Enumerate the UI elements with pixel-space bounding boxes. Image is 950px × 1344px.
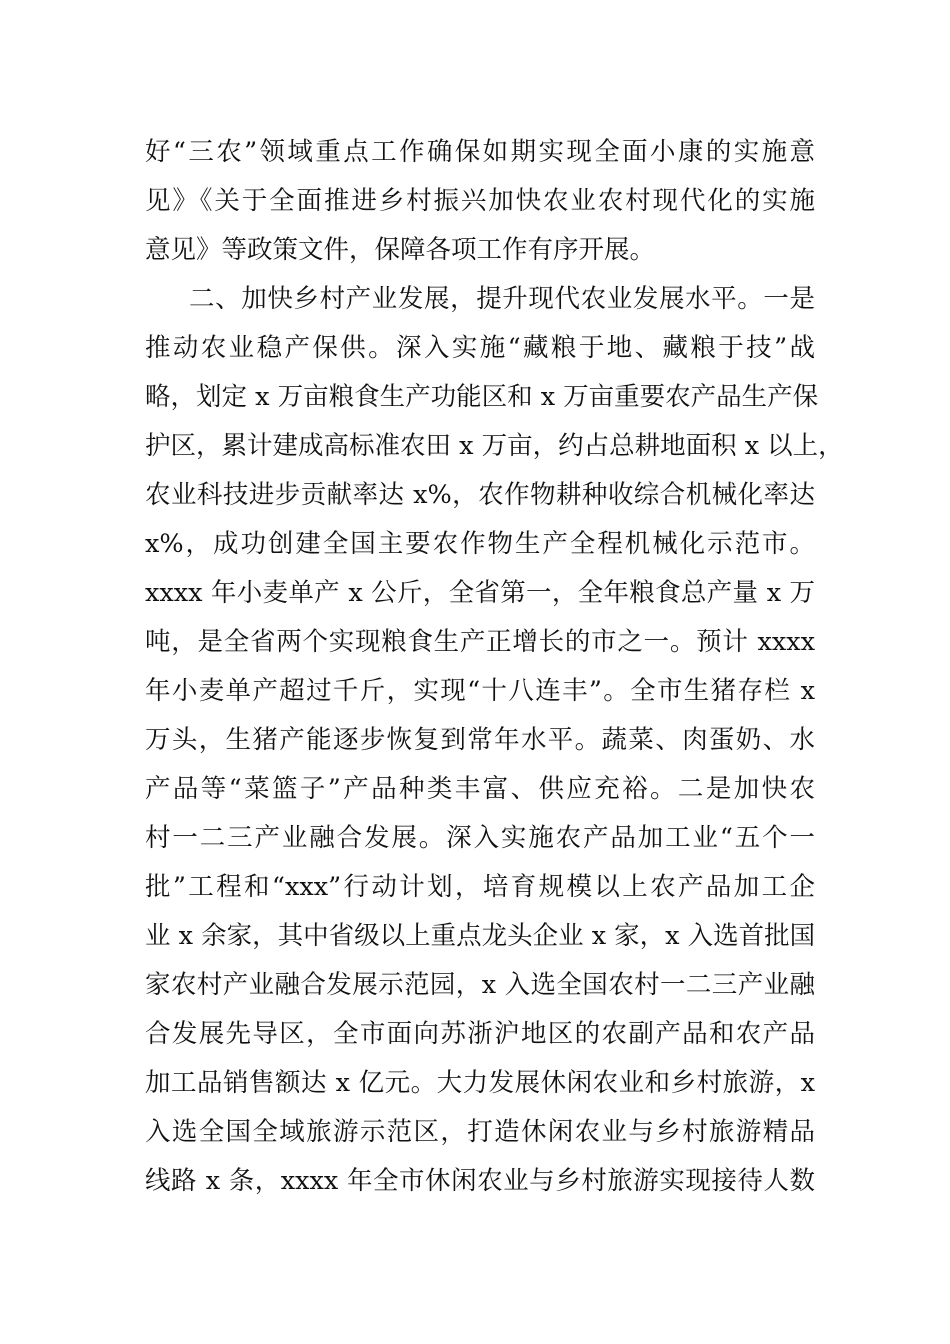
text-line: 好“三农”领域重点工作确保如期实现全面小康的实施意 [145,137,815,167]
text-line: 见》《关于全面推进乡村振兴加快农业农村现代化的实施 [145,186,815,216]
section-heading-line: 二、加快乡村产业发展，提升现代农业发展水平。一是 [189,284,815,314]
text-line: xxxx 年小麦单产 x 公斤，全省第一，全年粮食总产量 x 万 [145,578,815,608]
body-text [145,128,844,1206]
text-line: 推动农业稳产保供。深入实施“藏粮于地、藏粮于技”战 [145,333,815,363]
text-line: 家农村产业融合发展示范园，x 入选全国农村一二三产业融 [145,970,815,1000]
text-line: 线路 x 条，xxxx 年全市休闲农业与乡村旅游实现接待人数 [145,1166,815,1196]
text-line: 业 x 余家，其中省级以上重点龙头企业 x 家，x 入选首批国 [145,921,816,951]
text-line: 意见》等政策文件，保障各项工作有序开展。 [145,235,656,265]
text-line: 加工品销售额达 x 亿元。大力发展休闲农业和乡村旅游，x [145,1068,815,1098]
text-line: 村一二三产业融合发展。深入实施农产品加工业“五个一 [145,823,815,853]
text-line: x%，成功创建全国主要农作物生产全程机械化示范市。 [145,529,815,559]
text-line: 批”工程和“xxx”行动计划，培育规模以上农产品加工企 [145,872,815,902]
text-line: 合发展先导区，全市面向苏浙沪地区的农副产品和农产品 [145,1019,815,1049]
text-line: 吨，是全省两个实现粮食生产正增长的市之一。预计 xxxx [145,627,815,657]
text-line: 入选全国全域旅游示范区，打造休闲农业与乡村旅游精品 [145,1117,815,1147]
text-line: 农业科技进步贡献率达 x%，农作物耕种收综合机械化率达 [145,480,815,510]
text-line: 年小麦单产超过千斤，实现“十八连丰”。全市生猪存栏 x [145,676,815,706]
text-line: 万头，生猪产能逐步恢复到常年水平。蔬菜、肉蛋奶、水 [145,725,815,755]
text-line: 略，划定 x 万亩粮食生产功能区和 x 万亩重要农产品生产保 [145,382,819,412]
text-line: 护区，累计建成高标准农田 x 万亩，约占总耕地面积 x 以上， [145,431,844,461]
text-line: 产品等“菜篮子”产品种类丰富、供应充裕。二是加快农 [145,774,815,804]
